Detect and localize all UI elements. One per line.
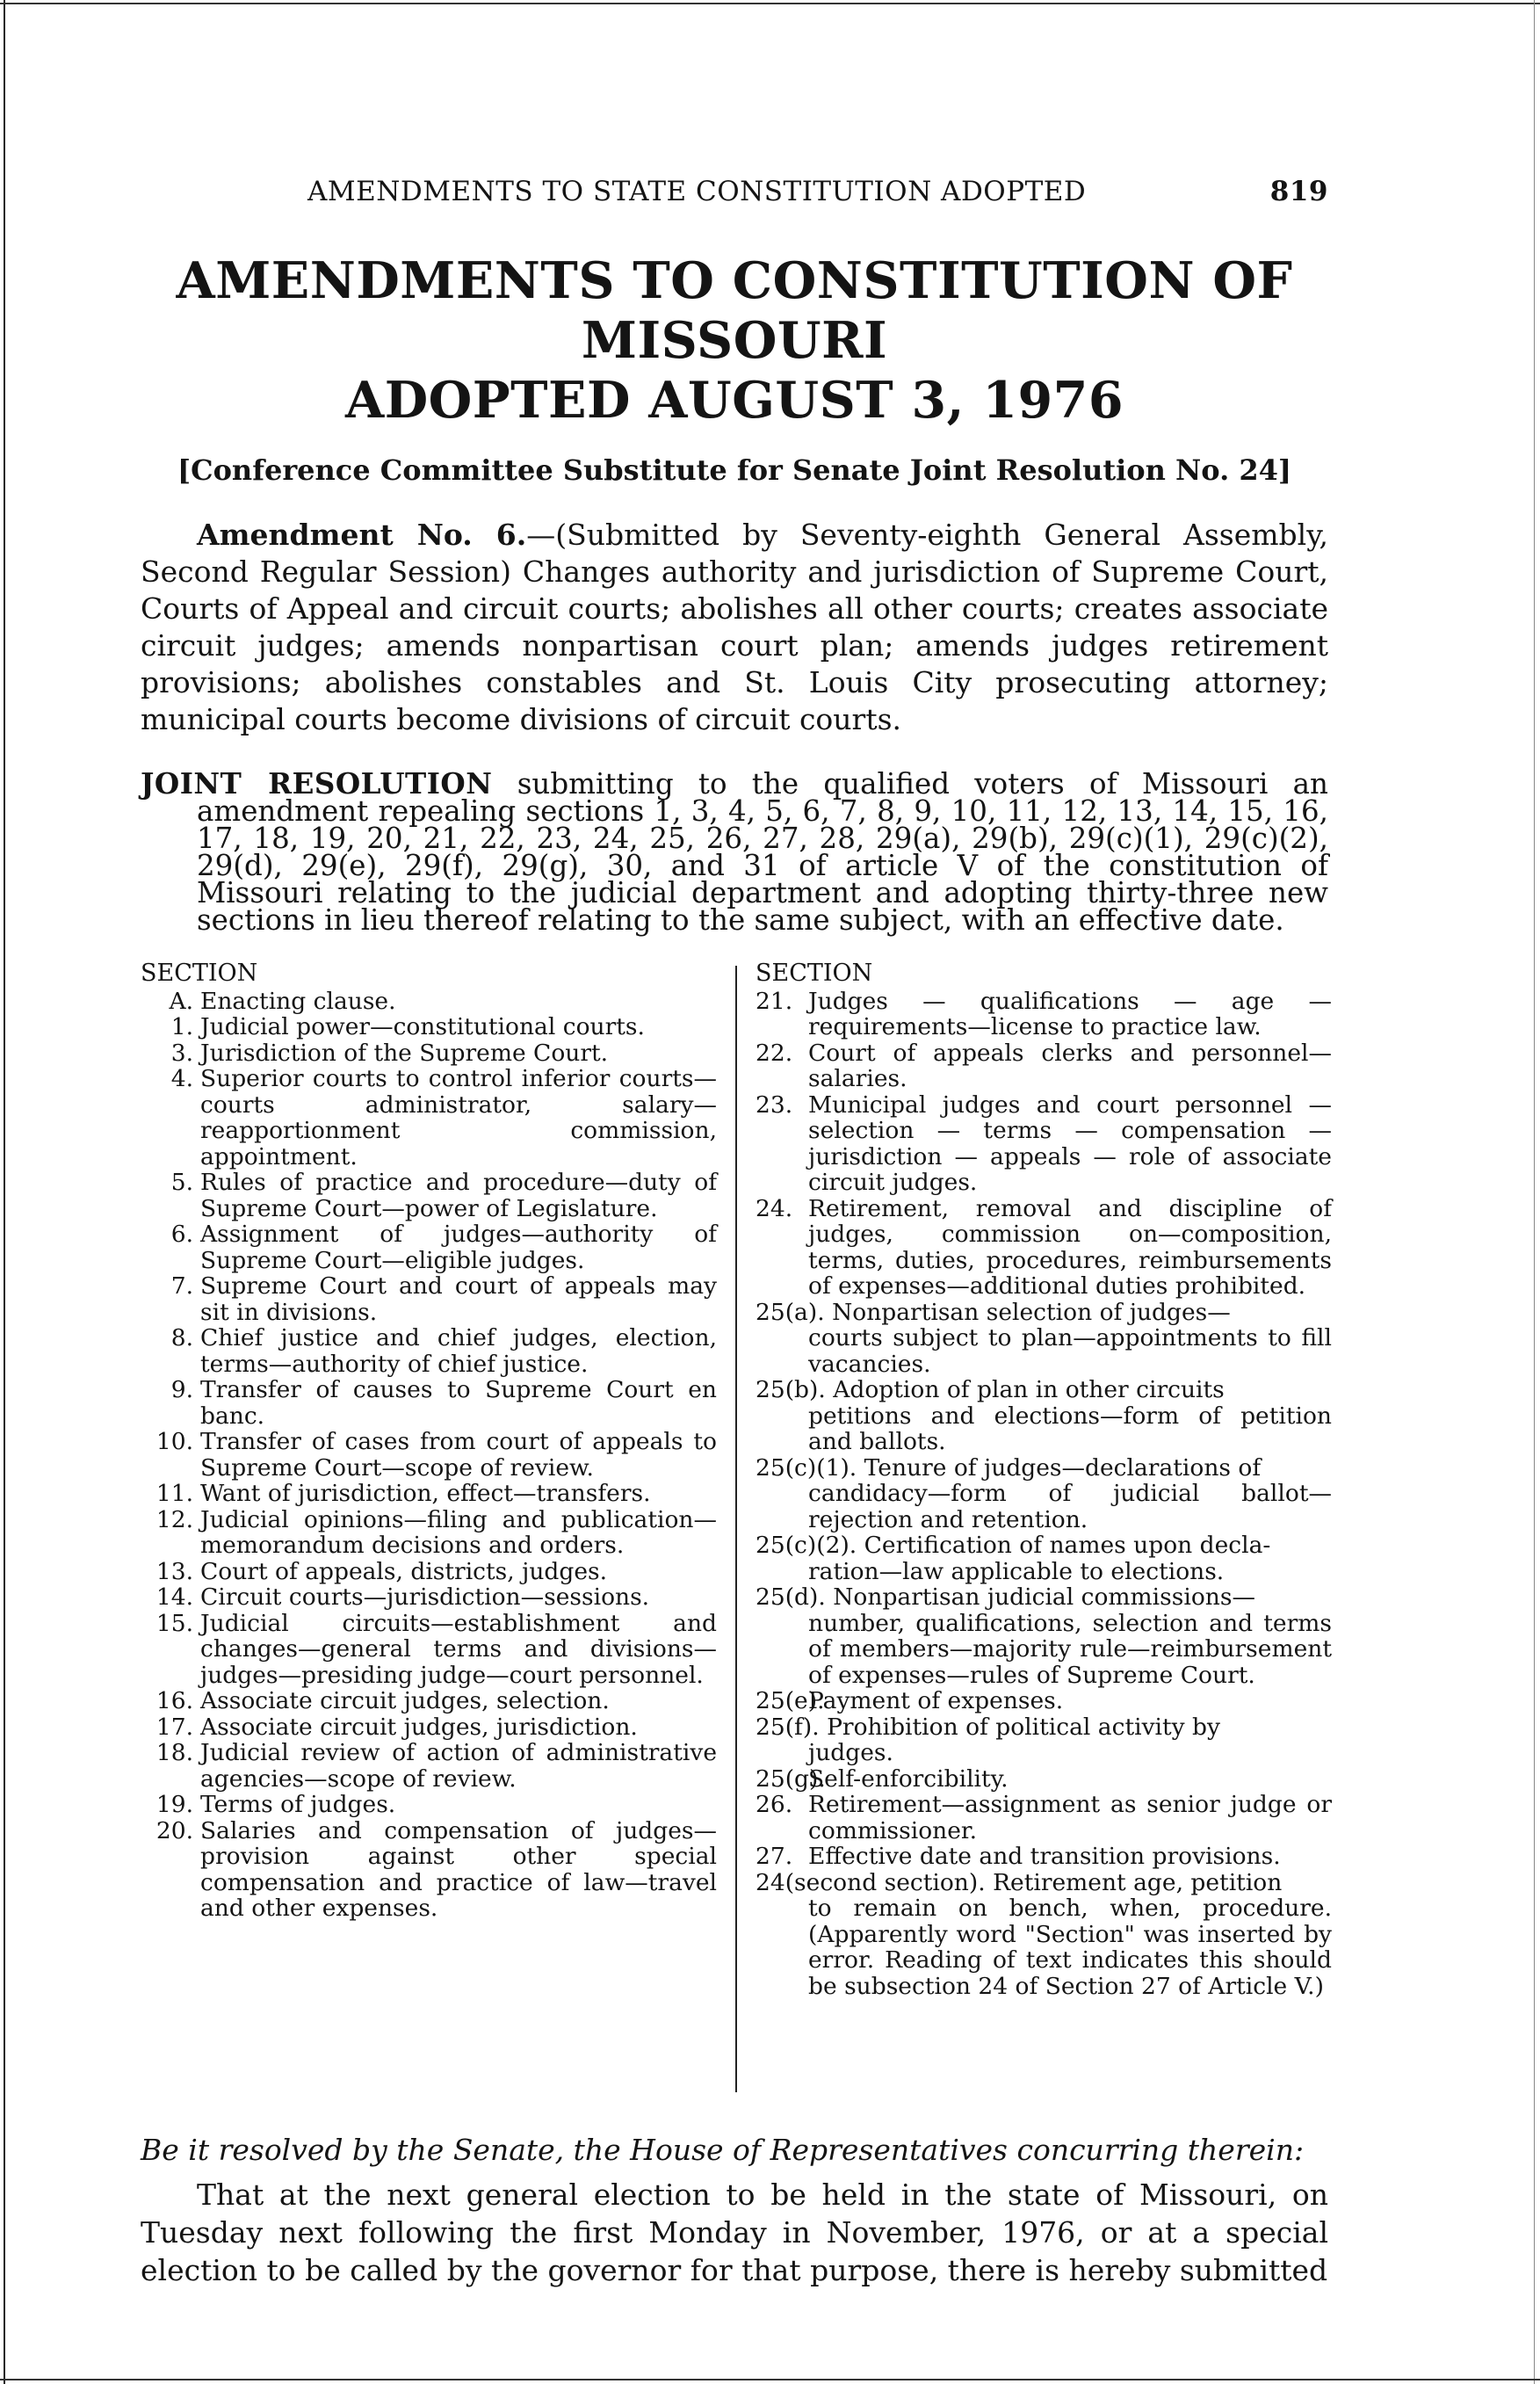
section-number: 1. [170,1013,193,1040]
section-title: Judicial power—constitutional courts. [200,1013,645,1040]
section-heading-left: SECTION [141,960,258,987]
section-number: 4. [170,1065,193,1092]
section-number: 25(c)(2). [756,1532,857,1559]
section-number: 27. [756,1843,793,1870]
section-number: 24. [756,1194,793,1222]
section-number: 18. [155,1739,193,1766]
section-title-continued: number, qualifications, selection and terms of members—majority rule—reimbursement of expenses—rules of Supreme Court. [808,1609,1332,1689]
section-index-left [141,960,717,1922]
section-number: 21. [756,987,793,1015]
section-entry [756,1533,1332,1584]
section-entry [756,1766,1332,1793]
section-number: 26. [756,1791,793,1818]
section-title-continued: petitions and elections—form of petition and ballots. [808,1402,1332,1455]
section-entry [756,1455,1332,1533]
section-number: 25(c)(1). [756,1453,857,1482]
section-entry [141,1611,717,1689]
section-title: Retirement age, petition [993,1868,1283,1896]
section-number: 9. [170,1376,193,1403]
section-title: Transfer of causes to Supreme Court en banc. [200,1376,717,1430]
section-entry [141,1559,717,1585]
section-title: Nonpartisan selection of judges— [832,1298,1231,1326]
section-entry [141,1170,717,1221]
section-number: A. [169,987,193,1015]
section-title: Judicial review of action of administrative agencies—scope of review. [200,1739,717,1793]
section-number: 16. [155,1687,193,1714]
section-title: Rules of practice and procedure—duty of Supreme Court—power of Legislature. [200,1169,717,1222]
text-column [141,176,1332,2289]
section-number: 25(e). [756,1687,825,1714]
main-title-line-1: AMENDMENTS TO CONSTITUTION OF MISSOURI [176,251,1293,370]
section-title: Judicial circuits—establishment and changes—general terms and divisions—judges—presiding judge—court personnel. [200,1609,717,1689]
section-entry [756,1870,1332,2000]
section-number: 8. [170,1324,193,1351]
amendment-text: —(Submitted by Seventy-eighth General Assembly, Second Regular Session) Changes authority and jurisdiction of Supreme Court, Courts of Appeal and circuit courts; abolishes all other courts; creates associate circuit judges; amends nonpartisan court plan; amends judges retirement provisions; abolishes constables and St. Louis City prosecuting attorney; municipal courts become divisions of circuit courts. [141,518,1328,736]
section-number: 7. [170,1272,193,1300]
section-number: 6. [170,1221,193,1248]
section-number: 13. [155,1557,193,1585]
section-title: Court of appeals, districts, judges. [200,1557,608,1585]
scan-edge-right [1534,0,1535,2384]
section-title: Adoption of plan in other circuits [833,1376,1225,1403]
main-title [141,251,1328,431]
joint-resolution-label: JOINT RESOLUTION [141,766,493,801]
amendment-summary [141,517,1328,738]
section-entry [141,1481,717,1507]
section-entry [756,1714,1332,1766]
section-number: 25(a). [756,1298,825,1326]
page-number: 819 [1269,176,1328,207]
section-entry [141,1273,717,1325]
section-number: 20. [155,1816,193,1844]
section-entry [141,1792,717,1818]
section-title-continued: courts subject to plan—appointments to fill vacancies. [808,1324,1332,1378]
section-title: Prohibition of political activity by [827,1713,1220,1741]
section-entry [141,1818,717,1922]
section-title: Transfer of cases from court of appeals to Supreme Court—scope of review. [200,1428,717,1482]
section-number: 23. [756,1091,793,1119]
section-title: Self-enforcibility. [808,1764,1009,1793]
section-title: Superior courts to control inferior courts—courts administrator, salary—reapportionment commission, appointment. [200,1065,717,1170]
section-title: Judicial opinions—filing and publication—memorandum decisions and orders. [200,1505,717,1559]
running-head-title: AMENDMENTS TO STATE CONSTITUTION ADOPTED [307,176,1087,207]
amendment-label: Amendment No. 6. [197,518,527,552]
section-title: Court of appeals clerks and personnel—salaries. [808,1039,1332,1092]
section-entry [756,1040,1332,1092]
section-number: 22. [756,1039,793,1067]
section-number: 19. [155,1791,193,1818]
body-paragraph: That at the next general election to be held in the state of Missouri, on Tuesday next following the first Monday in November, 1976, or at a special election to be called by the governor for that purpose, there is hereby submitted [141,2177,1328,2287]
section-title: Retirement, removal and discipline of judges, commission on—composition, terms, duties, procedures, reimbursements of expenses—additional duties prohibited. [808,1194,1332,1300]
section-entry [141,1507,717,1559]
section-title: Chief justice and chief judges, election, terms—authority of chief justice. [200,1324,717,1378]
section-heading-right: SECTION [756,960,873,987]
section-title-continued: ration—law applicable to elections. [808,1557,1225,1585]
section-title-continued: to remain on bench, when, procedure. (Apparently word "Section" was inserted by error. Reading of text indicates this should be subsection 24 of Section 27 of Article V.) [808,1895,1332,2000]
scan-edge-top [0,3,1540,4]
scan-edge-bottom [0,2379,1540,2380]
section-number: 11. [155,1480,193,1507]
section-title: Judges — qualifications — age — requirements—license to practice law. [808,987,1332,1040]
section-entry [141,989,717,1015]
running-head [141,176,1328,214]
joint-resolution-text: submitting to the qualified voters of Missouri an amendment repealing sections 1, 3, 4, 5, 6, 7, 8, 9, 10, 11, 12, 13, 14, 15, 16, 17, 18, 19, 20, 21, 22, 23, 24, 25, 26, 27, 28, 29(a), 29(b), 29(c)(1), 29(c)(2), 29(d), 29(e), 29(f), 29(g), 30, and 31 of article V of the constitution of Missouri relating to the judicial department and adopting thirty-three new sections in lieu thereof relating to the same subject, with an effective date. [197,767,1328,937]
column-divider [735,966,737,2092]
section-entry [756,1792,1332,1844]
section-title: Tenure of judges—declarations of [864,1453,1262,1482]
section-number: 25(d). [756,1583,826,1611]
section-number: 24(second section). [756,1868,986,1896]
section-number: 12. [155,1505,193,1533]
section-entry [141,1014,717,1040]
section-title: Want of jurisdiction, effect—transfers. [200,1480,651,1507]
section-number: 25(g). [756,1764,826,1793]
resolving-clause: Be it resolved by the Senate, the House of Representatives concurring therein: [141,2133,1305,2167]
section-entry [141,1325,717,1377]
section-number: 10. [155,1428,193,1455]
section-title: Certification of names upon decla- [864,1532,1271,1559]
section-title-continued: judges. [808,1739,893,1766]
section-entry [141,1040,717,1067]
section-index [141,960,1332,2094]
section-entry [141,1584,717,1611]
section-title: Assignment of judges—authority of Supreme Court—eligible judges. [200,1221,717,1274]
section-title: Nonpartisan judicial commissions— [833,1583,1255,1611]
section-number: 3. [170,1039,193,1067]
section-number: 14. [155,1583,193,1611]
section-title-continued: candidacy—form of judicial ballot—rejection and retention. [808,1480,1332,1533]
section-index-right [756,960,1332,1999]
section-entry [756,1092,1332,1196]
section-entry [756,1300,1332,1378]
scan-edge-left [4,0,5,2384]
section-entry [141,1714,717,1741]
section-entry [141,1377,717,1429]
section-title: Municipal judges and court personnel — selection — terms — compensation — jurisdiction — appeals — role of associate circuit judges. [808,1091,1332,1196]
section-entry [756,1196,1332,1300]
section-entry [141,1221,717,1273]
section-entry [141,1429,717,1481]
subtitle: [Conference Committee Substitute for Senate Joint Resolution No. 24] [177,453,1292,487]
section-title: Salaries and compensation of judges—provision against other special compensation and practice of law—travel and other expenses. [200,1816,717,1922]
section-title: Retirement—assignment as senior judge or commissioner. [808,1791,1332,1844]
section-title: Circuit courts—jurisdiction—sessions. [200,1583,650,1611]
section-number: 15. [155,1609,193,1637]
section-entry [141,1066,717,1170]
section-number: 17. [155,1713,193,1741]
section-entry [141,1740,717,1792]
section-number: 25(f). [756,1713,820,1741]
section-number: 25(b). [756,1376,826,1403]
section-title: Jurisdiction of the Supreme Court. [200,1039,609,1067]
section-number: 5. [170,1169,193,1196]
section-title: Payment of expenses. [808,1687,1064,1714]
section-entry [141,1688,717,1714]
section-entry [756,1377,1332,1455]
section-entry [756,1584,1332,1688]
section-title: Supreme Court and court of appeals may sit in divisions. [200,1272,717,1326]
section-title: Associate circuit judges, selection. [200,1687,610,1714]
section-entry [756,1688,1332,1714]
joint-resolution [141,766,1328,937]
section-title: Effective date and transition provisions. [808,1843,1281,1870]
main-title-line-2: ADOPTED AUGUST 3, 1976 [344,371,1124,430]
section-title: Enacting clause. [200,987,396,1015]
section-title: Associate circuit judges, jurisdiction. [200,1713,638,1741]
section-entry [756,1844,1332,1870]
section-entry [756,989,1332,1040]
section-title: Terms of judges. [200,1791,396,1818]
